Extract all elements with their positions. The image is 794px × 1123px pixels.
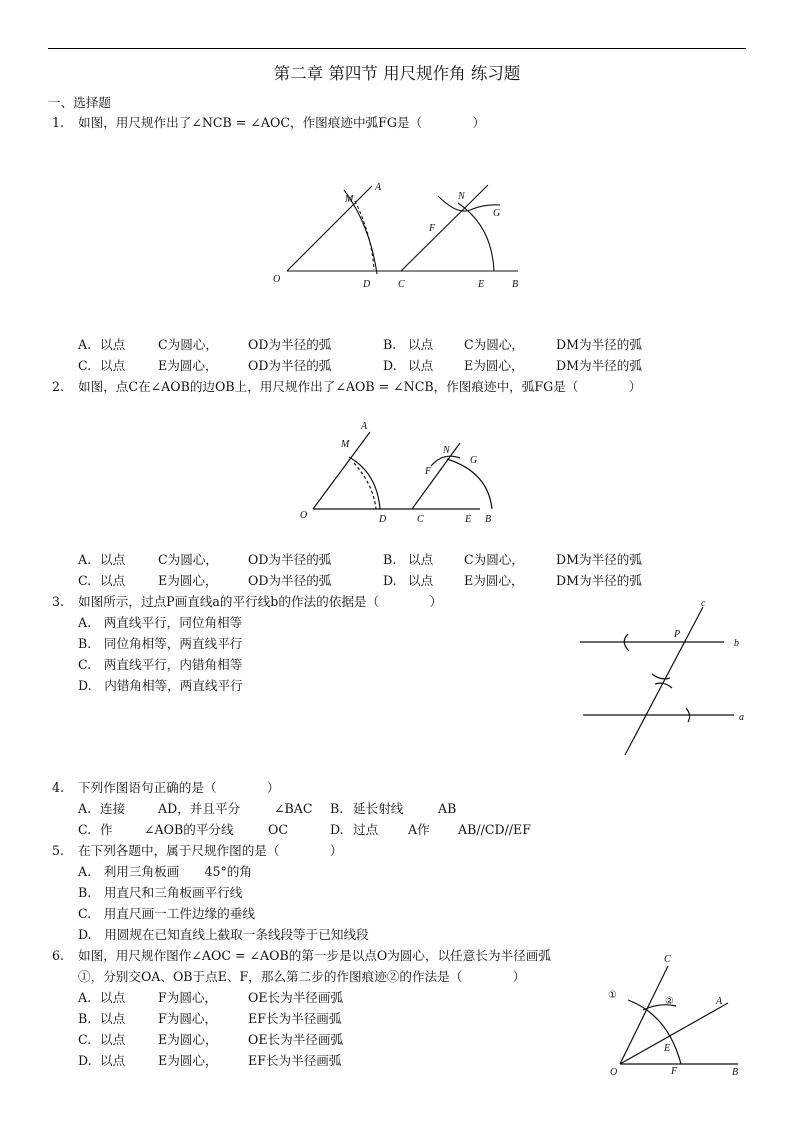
q6-label-B: B [732, 1067, 739, 1078]
q5-option-a[interactable]: A. 利用三角板画 45°的角 [78, 864, 252, 879]
q6-label-E: E [664, 1043, 671, 1054]
q2-label-D: D [379, 514, 387, 525]
q5-option-d[interactable]: D. 用圆规在已知直线上截取一条线段等于已知线段 [78, 927, 369, 942]
q1-label-N: N [458, 191, 465, 202]
q1-stem: 如图，用尺规作出了∠NCB = ∠AOC，作图痕迹中弧FG是（ ） [78, 115, 486, 130]
q6-label-arc2: ② [665, 996, 674, 1007]
q1-label-D: D [363, 279, 371, 290]
section-heading: 一、选择题 [48, 95, 111, 110]
q6-stem-line1: 如图，用尺规作图作∠AOC = ∠AOB的第一步是以点O为圆心，以任意长为半径画弧 [78, 948, 551, 963]
q3-stem: 如图所示，过点P画直线a的平行线b的作法的依据是（ ） [78, 594, 443, 609]
q2-label-F: F [425, 466, 432, 477]
q3-label-a: a [739, 712, 744, 723]
q3-label-c: c [701, 598, 706, 609]
q2-label-N: N [443, 445, 450, 456]
q2-label-A: A [361, 421, 368, 432]
q3-option-b[interactable]: B. 同位角相等，两直线平行 [78, 636, 243, 651]
q1-label-C: C [398, 279, 405, 290]
q1-label-F: F [429, 223, 436, 234]
q1-label-M: M [345, 194, 354, 205]
q4-stem: 下列作图语句正确的是（ ） [78, 780, 280, 795]
q1-number: 1. [52, 115, 65, 130]
q2-label-O: O [300, 510, 308, 521]
q3-option-d[interactable]: D. 内错角相等，两直线平行 [78, 678, 243, 693]
q1-label-O: O [273, 274, 281, 285]
q1-label-G: G [493, 208, 501, 219]
q5-option-c[interactable]: C. 用直尺画一工件边缘的垂线 [78, 906, 255, 921]
q1-label-A: A [375, 182, 382, 193]
q1-label-E: E [478, 279, 485, 290]
q3-option-c[interactable]: C. 两直线平行，内错角相等 [78, 657, 243, 672]
q2-label-B: B [485, 514, 492, 525]
q6-stem-line2: ①，分别交OA、OB于点E、F，那么第二步的作图痕迹②的作法是（ ） [78, 969, 526, 984]
q3-label-b: b [734, 638, 739, 649]
q4-number: 4. [52, 780, 65, 795]
q3-label-P: P [674, 629, 681, 640]
q5-option-b[interactable]: B. 用直尺和三角板画平行线 [78, 885, 243, 900]
q6-label-C: C [664, 954, 671, 965]
q2-label-M: M [341, 439, 350, 450]
q3-option-a[interactable]: A. 两直线平行，同位角相等 [78, 615, 243, 630]
q2-label-C: C [417, 514, 424, 525]
q6-label-arc1: ① [608, 990, 617, 1001]
q6-number: 6. [52, 948, 65, 963]
q3-number: 3. [52, 594, 65, 609]
q2-stem: 如图，点C在∠AOB的边OB上，用尺规作出了∠AOB = ∠NCB，作图痕迹中，弧FG是（ ） [78, 379, 642, 394]
q6-label-O: O [610, 1067, 618, 1078]
q2-label-E: E [465, 514, 472, 525]
q2-label-G: G [470, 455, 478, 466]
q1-label-B: B [512, 279, 519, 290]
q2-number: 2. [52, 379, 65, 394]
q6-label-A: A [716, 996, 723, 1007]
worksheet-page: 第二章 第四节 用尺规作角 练习题 一、选择题 1. 如图，用尺规作出了∠NCB = ∠AOC，作图痕迹中弧FG是（ ） O M A D C N G F E B A. 以点 C为圆心， OD为半径的弧 B. 以点 C为圆心， DM为半径的弧 C. 以点 E为圆心， OD为半径的弧 D. 以点 E为圆心， DM为半径的弧 2. 如图，点C在∠AOB的边OB上，用尺规作出了∠AOB = ∠NCB，作图痕迹中，弧FG是（ ） A M O D C N G F E B A. 以点 C为圆心， OD为半径的弧 B. 以点 C为圆心， DM为半径的弧 C. 以点 E为圆心， OD为半径的弧 D. 以点 E为圆心， DM为半径的弧 3. 如图所示，过点P画直线a的平行线b的作法的依据是（ ） A. 两直线平行，同位角相等 B. 同位角相等，两直线平行 C. 两直线平行，内错角相等 D. 内错角相等，两直线平行 c P b a 4. 下列作图语句正确的是（ ） A. 连接 AD，并且平分 ∠BAC B. 延长射线 AB C. 作 ∠AOB的平分线 OC D. 过点 A作 AB//CD//EF 5. 在下列各题中，属于尺规作图的是（ ） A. 利用三角板画 45°的角 B. 用直尺和三角板画平行线 C. 用直尺画一工件边缘的垂线 D. 用圆规在已知直线上截取一条线段等于已知线段 6. 如图，用尺规作图作∠AOC = ∠AOB的第一步是以点O为圆心，以任意长为半径画弧 ①，分别交OA、OB于点E、F，那么第二步的作图痕迹②的作法是（ ） A. 以点 F为圆心， OE长为半径画弧 B. 以点 F为圆心， EF长为半径画弧 C. 以点 E为圆心， OE长为半径画弧 D. 以点 E为圆心， EF长为半径画弧 C ① ② A E O F B [0, 0, 794, 1123]
q5-number: 5. [52, 843, 65, 858]
q6-label-F: F [671, 1066, 678, 1077]
q5-stem: 在下列各题中，属于尺规作图的是（ ） [78, 843, 343, 858]
page-title: 第二章 第四节 用尺规作角 练习题 [273, 64, 521, 83]
